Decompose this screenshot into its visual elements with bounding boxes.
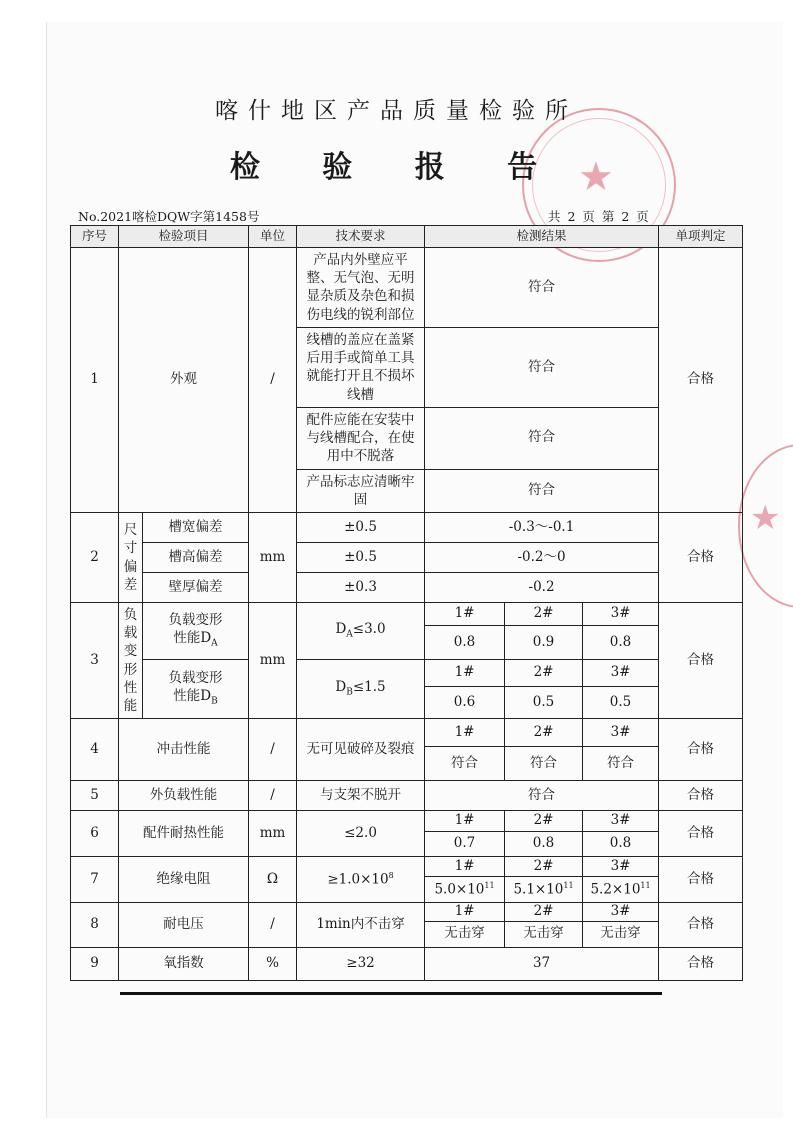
result: 符合 [425, 781, 659, 811]
page-info: 共 2 页 第 2 页 [548, 209, 649, 224]
requirement: 线槽的盖应在盖紧后用手或简单工具就能打开且不损坏线槽 [297, 327, 425, 407]
sample-value: 无击穿 [583, 921, 659, 947]
result: 符合 [425, 327, 659, 407]
sample-value: 无击穿 [425, 921, 505, 947]
table-row [71, 248, 743, 328]
item-name: 外负载性能 [119, 781, 249, 811]
table-row [71, 857, 743, 877]
sample-label: 3# [583, 903, 659, 922]
unit: mm [249, 811, 297, 857]
sub-item-name: 壁厚偏差 [143, 573, 249, 603]
sample-label: 2# [505, 660, 583, 687]
result: 符合 [425, 248, 659, 328]
table-row [71, 947, 743, 980]
requirement: $D_B\le 1.5$ [297, 660, 425, 719]
unit: % [249, 947, 297, 980]
requirement: $\ge 1.0\times 10^8$ [297, 857, 425, 903]
seal-star-icon: ★ [578, 154, 614, 200]
item-name: 耐电压 [119, 903, 249, 948]
requirement: $D_A\le 3.0$ [297, 603, 425, 660]
table-row [71, 513, 743, 543]
sample-label: 1# [425, 903, 505, 922]
sample-value: 0.5 [505, 687, 583, 719]
inspection-table [70, 225, 743, 981]
sample-label: 2# [505, 857, 583, 877]
item-name: 配件耐热性能 [119, 811, 249, 857]
unit: / [249, 248, 297, 513]
row-number: 6 [71, 811, 119, 857]
sample-value: 无击穿 [505, 921, 583, 947]
col-header-requirement: 技术要求 [297, 226, 425, 248]
row-number: 4 [71, 719, 119, 781]
row-number: 8 [71, 903, 119, 948]
verdict: 合格 [659, 603, 743, 719]
unit: / [249, 719, 297, 781]
col-header-no: 序号 [71, 226, 119, 248]
sub-item-name: 槽高偏差 [143, 543, 249, 573]
item-name: 尺寸偏差 [123, 522, 138, 593]
table-row [71, 811, 743, 832]
page-title: 检 验 报 告 [229, 150, 564, 185]
item-name: 氧指数 [119, 947, 249, 980]
row-number: 5 [71, 781, 119, 811]
verdict: 合格 [659, 781, 743, 811]
requirement: 产品标志应清晰牢固 [297, 469, 425, 512]
unit: mm [249, 513, 297, 603]
verdict: 合格 [659, 947, 743, 980]
sample-label: 3# [583, 719, 659, 747]
sample-label: 3# [583, 857, 659, 877]
sample-label: 2# [505, 719, 583, 747]
end-of-report-line [120, 992, 662, 995]
sample-label: 2# [505, 603, 583, 626]
item-name: 负载变形性能 [123, 607, 138, 715]
sample-value: 符合 [505, 747, 583, 781]
requirement: 配件应能在安装中与线槽配合，在使用中不脱落 [297, 407, 425, 469]
requirement: 无可见破碎及裂痕 [297, 719, 425, 781]
report-number: No.2021喀检DQW字第1458号 [78, 209, 260, 224]
unit: mm [249, 603, 297, 719]
sample-label: 1# [425, 603, 505, 626]
result: 符合 [425, 407, 659, 469]
table-row [71, 719, 743, 747]
organization-name: 喀什地区产品质量检验所 [215, 98, 578, 124]
sub-item-name: 槽宽偏差 [143, 513, 249, 543]
sample-value: 0.6 [425, 687, 505, 719]
sub-item-name: 负载变形 性能$D_B$ [143, 660, 249, 719]
col-header-unit: 单位 [249, 226, 297, 248]
requirement: ±0.5 [297, 513, 425, 543]
requirement: ±0.3 [297, 573, 425, 603]
col-header-result: 检测结果 [425, 226, 659, 248]
sample-label: 1# [425, 857, 505, 877]
table-row [71, 660, 743, 687]
sub-item-name: 负载变形 性能$D_A$ [143, 603, 249, 660]
seal-star-icon: ★ [750, 498, 781, 538]
row-number: 3 [71, 603, 119, 719]
verdict: 合格 [659, 857, 743, 903]
sample-value: 0.8 [583, 626, 659, 660]
sample-label: 1# [425, 719, 505, 747]
result: -0.3～-0.1 [425, 513, 659, 543]
sample-label: 1# [425, 811, 505, 832]
sample-value: $5.2\times 10^{11}$ [583, 877, 659, 903]
sample-label: 3# [583, 660, 659, 687]
sample-label: 3# [583, 603, 659, 626]
item-name: 绝缘电阻 [119, 857, 249, 903]
table-row [71, 781, 743, 811]
requirement: 与支架不脱开 [297, 781, 425, 811]
verdict: 合格 [659, 248, 743, 513]
sample-value: 0.8 [505, 832, 583, 857]
verdict: 合格 [659, 811, 743, 857]
table-row [71, 543, 743, 573]
unit: Ω [249, 857, 297, 903]
table-row [71, 903, 743, 922]
result: -0.2 [425, 573, 659, 603]
unit: / [249, 781, 297, 811]
col-header-item: 检验项目 [119, 226, 249, 248]
row-number: 1 [71, 248, 119, 513]
sample-value: 0.8 [425, 626, 505, 660]
sample-label: 1# [425, 660, 505, 687]
requirement: ≥32 [297, 947, 425, 980]
item-name: 冲击性能 [119, 719, 249, 781]
table-header-row [71, 226, 743, 248]
sample-label: 2# [505, 811, 583, 832]
item-name-vertical [119, 513, 143, 603]
sample-value: 0.9 [505, 626, 583, 660]
result: 符合 [425, 469, 659, 512]
requirement: 1min内不击穿 [297, 903, 425, 948]
table-row [71, 603, 743, 626]
sample-value: 0.8 [583, 832, 659, 857]
table-row [71, 573, 743, 603]
sample-value: 0.5 [583, 687, 659, 719]
verdict: 合格 [659, 513, 743, 603]
result: 37 [425, 947, 659, 980]
verdict: 合格 [659, 719, 743, 781]
row-number: 9 [71, 947, 119, 980]
requirement: ±0.5 [297, 543, 425, 573]
sample-label: 3# [583, 811, 659, 832]
row-number: 7 [71, 857, 119, 903]
result: -0.2～0 [425, 543, 659, 573]
sample-value: 符合 [583, 747, 659, 781]
requirement: ≤2.0 [297, 811, 425, 857]
sample-value: $5.1\times 10^{11}$ [505, 877, 583, 903]
item-name-vertical [119, 603, 143, 719]
unit: / [249, 903, 297, 948]
col-header-verdict: 单项判定 [659, 226, 743, 248]
verdict: 合格 [659, 903, 743, 948]
sample-value: $5.0\times 10^{11}$ [425, 877, 505, 903]
item-name: 外观 [119, 248, 249, 513]
sample-value: 0.7 [425, 832, 505, 857]
sample-value: 符合 [425, 747, 505, 781]
row-number: 2 [71, 513, 119, 603]
requirement: 产品内外壁应平整、无气泡、无明显杂质及杂色和损伤电线的锐利部位 [297, 248, 425, 328]
sample-label: 2# [505, 903, 583, 922]
